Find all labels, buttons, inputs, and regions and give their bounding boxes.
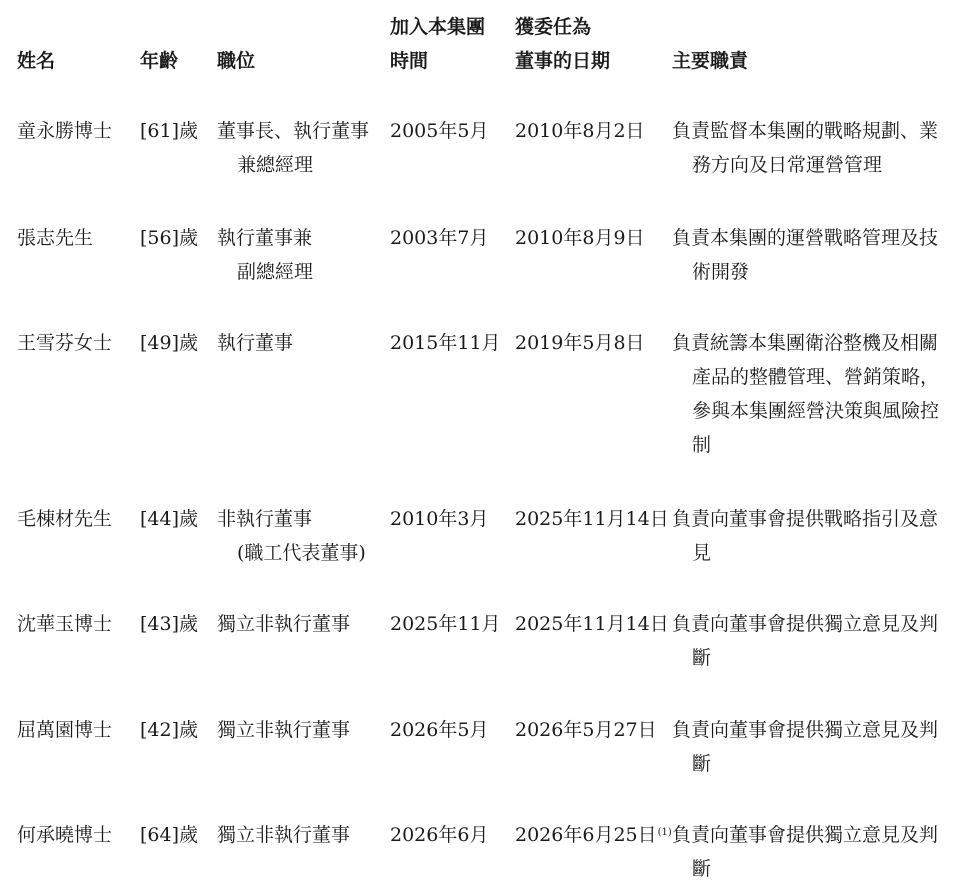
header-name: 姓名 — [17, 50, 56, 72]
director-age: [42]歲 — [140, 719, 199, 741]
director-duties — [672, 221, 940, 289]
duty-line: 負責監督本集團的戰略規劃、業 — [672, 120, 939, 142]
director-duties — [672, 114, 940, 182]
duty-line: 術開發 — [692, 261, 750, 283]
appointment-date — [515, 818, 672, 852]
header-join-line2: 時間 — [390, 50, 429, 72]
join-date: 2026年6月 — [390, 824, 489, 846]
director-duties — [672, 326, 940, 462]
director-duties — [672, 713, 940, 781]
duty-line: 務方向及日常運營管理 — [692, 154, 883, 176]
appointment-date-text: 2010年8月2日 — [515, 120, 645, 142]
duty-line: 負責向董事會提供獨立意見及判 — [672, 613, 939, 635]
position-line: (職工代表董事) — [237, 542, 366, 564]
position-line: 獨立非執行董事 — [217, 824, 351, 846]
appointment-date-text: 2019年5月8日 — [515, 332, 645, 354]
director-name: 屈萬園博士 — [17, 719, 113, 741]
duty-line: 見 — [692, 542, 712, 564]
appointment-date — [515, 326, 645, 360]
position-line: 董事長、執行董事 — [217, 120, 370, 142]
position-line: 非執行董事 — [217, 508, 313, 530]
director-age: [43]歲 — [140, 613, 199, 635]
director-age: [44]歲 — [140, 508, 199, 530]
position-line: 兼總經理 — [237, 154, 314, 176]
header-appointed-line2: 董事的日期 — [515, 50, 611, 72]
appointment-date-text: 2010年8月9日 — [515, 227, 645, 249]
director-age: [64]歲 — [140, 824, 199, 846]
director-duties — [672, 502, 940, 570]
duty-line: 制 — [692, 434, 712, 456]
duty-line: 參與本集團經營決策與風險控 — [692, 400, 940, 422]
director-name: 童永勝博士 — [17, 120, 113, 142]
join-date: 2026年5月 — [390, 719, 489, 741]
position-line: 執行董事兼 — [217, 227, 313, 249]
director-position — [217, 607, 385, 641]
director-name: 張志先生 — [17, 227, 94, 249]
position-line: 獨立非執行董事 — [217, 719, 351, 741]
position-line: 獨立非執行董事 — [217, 613, 351, 635]
appointment-date-text: 2026年6月25日 — [515, 824, 657, 846]
director-name: 沈華玉博士 — [17, 613, 113, 635]
appointment-date — [515, 114, 645, 148]
join-date: 2015年11月 — [390, 332, 501, 354]
table-header — [0, 0, 957, 90]
director-position — [217, 502, 385, 570]
duty-line: 斷 — [692, 753, 712, 775]
header-duties: 主要職責 — [672, 50, 749, 72]
director-name: 何承曉博士 — [17, 824, 113, 846]
director-age: [61]歲 — [140, 120, 199, 142]
duty-line: 負責向董事會提供獨立意見及判 — [672, 824, 939, 846]
join-date: 2005年5月 — [390, 120, 489, 142]
director-age: [49]歲 — [140, 332, 199, 354]
duty-line: 產品的整體管理、營銷策略， — [692, 366, 940, 388]
director-name: 王雪芬女士 — [17, 332, 113, 354]
appointment-date — [515, 502, 669, 536]
director-name: 毛棟材先生 — [17, 508, 113, 530]
director-position — [217, 326, 385, 360]
position-line: 執行董事 — [217, 332, 294, 354]
header-position: 職位 — [217, 50, 256, 72]
appointment-date-text: 2025年11月14日 — [515, 508, 669, 530]
join-date: 2010年3月 — [390, 508, 489, 530]
director-position — [217, 221, 385, 289]
duty-line: 斷 — [692, 858, 712, 880]
duty-line: 斷 — [692, 647, 712, 669]
appointment-date-text: 2026年5月27日 — [515, 719, 657, 741]
join-date: 2025年11月 — [390, 613, 501, 635]
director-position — [217, 713, 385, 747]
duty-line: 負責向董事會提供獨立意見及判 — [672, 719, 939, 741]
appointment-date — [515, 607, 669, 641]
director-age: [56]歲 — [140, 227, 199, 249]
appointment-date — [515, 221, 645, 255]
appointment-date — [515, 713, 657, 747]
header-age: 年齡 — [140, 50, 179, 72]
footnote-marker: (1) — [657, 827, 672, 838]
director-position — [217, 818, 385, 852]
duty-line: 負責向董事會提供戰略指引及意 — [672, 508, 939, 530]
director-duties — [672, 818, 940, 886]
header-appointed-line1: 獲委任為 — [515, 16, 592, 38]
appointment-date-text: 2025年11月14日 — [515, 613, 669, 635]
duty-line: 負責本集團的運營戰略管理及技 — [672, 227, 939, 249]
position-line: 副總經理 — [237, 261, 314, 283]
duty-line: 負責統籌本集團衛浴整機及相關 — [672, 332, 939, 354]
header-join-line1: 加入本集團 — [390, 16, 486, 38]
join-date: 2003年7月 — [390, 227, 489, 249]
director-position — [217, 114, 385, 182]
director-duties — [672, 607, 940, 675]
